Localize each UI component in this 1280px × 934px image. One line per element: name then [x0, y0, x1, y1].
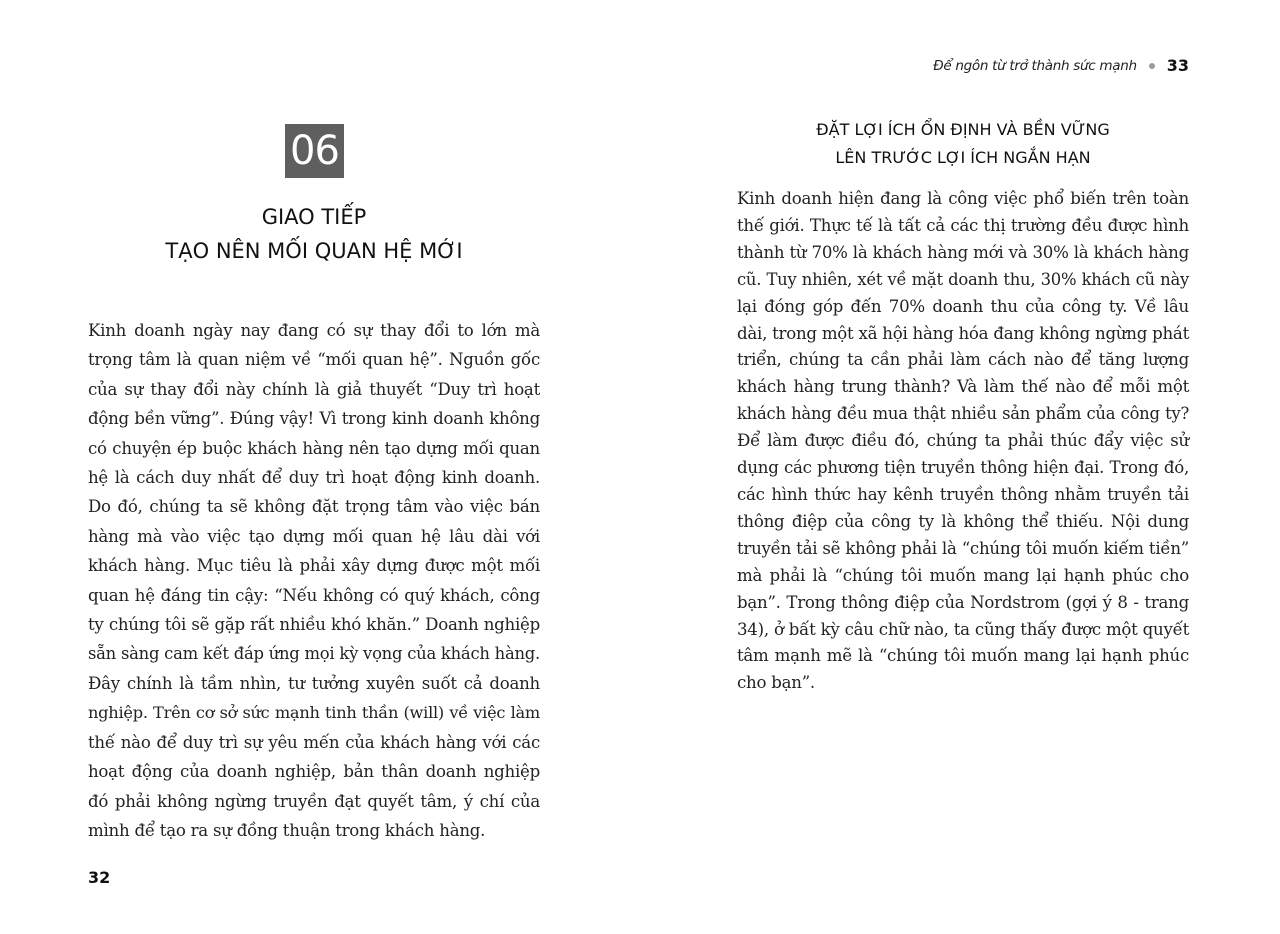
- text-line: lại đóng góp đến 70% doanh thu của công ty. Về lâu: [737, 296, 1189, 316]
- text-line: khách hàng. Mục tiêu là phải xây dựng được một mối: [88, 556, 540, 576]
- chapter-title: [88, 200, 540, 268]
- text-line: các hình thức hay kênh truyền thông nhằm truyền tải: [737, 484, 1189, 504]
- right-page: [640, 0, 1280, 934]
- text-line: sẵn sàng cam kết đáp ứng mọi kỳ vọng của khách hàng.: [88, 644, 540, 664]
- text-line: cũ. Tuy nhiên, xét về mặt doanh thu, 30% khách cũ này: [737, 269, 1189, 289]
- section-heading: [737, 116, 1189, 172]
- text-line: 34), ở bất kỳ câu chữ nào, ta cũng thấy được một quyết: [737, 619, 1189, 639]
- text-line: cho bạn”.: [737, 673, 815, 693]
- text-line: của sự thay đổi này chính là giả thuyết “Duy trì hoạt: [88, 379, 540, 399]
- right-body-text: [737, 186, 1189, 697]
- text-line: khách hàng đều mua thật nhiều sản phẩm của công ty?: [737, 404, 1189, 424]
- text-line: quan hệ đáng tin cậy: “Nếu không có quý khách, công: [88, 585, 540, 605]
- text-line: có chuyện ép buộc khách hàng nên tạo dựng mối quan: [88, 438, 540, 458]
- text-line: Đây chính là tầm nhìn, tư tưởng xuyên suốt cả doanh: [88, 673, 540, 693]
- text-line: thế nào để duy trì sự yêu mến của khách hàng với các: [88, 732, 540, 752]
- text-line: tâm mạnh mẽ là “chúng tôi muốn mang lại hạnh phúc: [737, 646, 1189, 666]
- text-line: dụng các phương tiện truyền thông hiện đại. Trong đó,: [737, 458, 1189, 478]
- text-line: mà phải là “chúng tôi muốn mang lại hạnh phúc cho: [737, 565, 1189, 585]
- text-line: mình để tạo ra sự đồng thuận trong khách hàng.: [88, 820, 486, 840]
- text-line: Kinh doanh hiện đang là công việc phổ biến trên toàn: [737, 189, 1189, 208]
- text-line: hàng mà vào việc tạo dựng mối quan hệ lâu dài với: [88, 526, 540, 546]
- text-line: Để làm được điều đó, chúng ta phải thúc đẩy việc sử: [737, 431, 1189, 451]
- left-body-text: [88, 316, 540, 845]
- running-header-title: Để ngôn từ trở thành sức mạnh: [933, 57, 1137, 74]
- text-line: thế giới. Thực tế là tất cả các thị trường đều được hình: [737, 215, 1189, 235]
- text-line: thành từ 70% là khách hàng mới và 30% là khách hàng: [737, 242, 1189, 262]
- page-number-left: 32: [88, 868, 111, 887]
- text-line: Kinh doanh ngày nay đang có sự thay đổi to lớn mà: [88, 321, 540, 340]
- running-header: [933, 56, 1189, 75]
- text-line: bạn”. Trong thông điệp của Nordstrom (gợi ý 8 - trang: [737, 592, 1189, 612]
- text-line: hệ là cách duy nhất để duy trì hoạt động kinh doanh.: [88, 468, 540, 488]
- text-line: trọng tâm là quan niệm về “mối quan hệ”. Nguồn gốc: [88, 350, 540, 370]
- text-line: thông điệp của công ty là không thể thiếu. Nội dung: [737, 511, 1189, 531]
- text-line: truyền tải sẽ không phải là “chúng tôi muốn kiếm tiền”: [737, 538, 1189, 558]
- section-heading-line: ĐẶT LỢI ÍCH ỔN ĐỊNH VÀ BỀN VỮNG: [816, 120, 1110, 139]
- text-line: hoạt động của doanh nghiệp, bản thân doanh nghiệp: [88, 762, 540, 782]
- text-line: Do đó, chúng ta sẽ không đặt trọng tâm vào việc bán: [88, 497, 540, 517]
- section-heading-line: LÊN TRƯỚC LỢI ÍCH NGẮN HẠN: [835, 148, 1091, 167]
- bullet-dot-icon: [1149, 63, 1155, 69]
- text-line: dài, trong một xã hội hàng hóa đang không ngừng phát: [737, 323, 1189, 343]
- text-line: nghiệp. Trên cơ sở sức mạnh tinh thần (will) về việc làm: [88, 703, 540, 723]
- text-line: động bền vững”. Đúng vậy! Vì trong kinh doanh không: [88, 409, 540, 429]
- chapter-title-line: TẠO NÊN MỐI QUAN HỆ MỚI: [165, 239, 463, 263]
- text-line: khách hàng trung thành? Và làm thế nào để mỗi một: [737, 377, 1189, 397]
- text-line: đó phải không ngừng truyền đạt quyết tâm, ý chí của: [88, 791, 540, 811]
- chapter-title-line: GIAO TIẾP: [261, 205, 367, 229]
- text-line: triển, chúng ta cần phải làm cách nào để tăng lượng: [737, 350, 1189, 370]
- page-number-right: 33: [1166, 56, 1189, 75]
- chapter-number-box: 06: [285, 124, 344, 178]
- text-line: ty chúng tôi sẽ gặp rất nhiều khó khăn.” Doanh nghiệp: [88, 615, 540, 635]
